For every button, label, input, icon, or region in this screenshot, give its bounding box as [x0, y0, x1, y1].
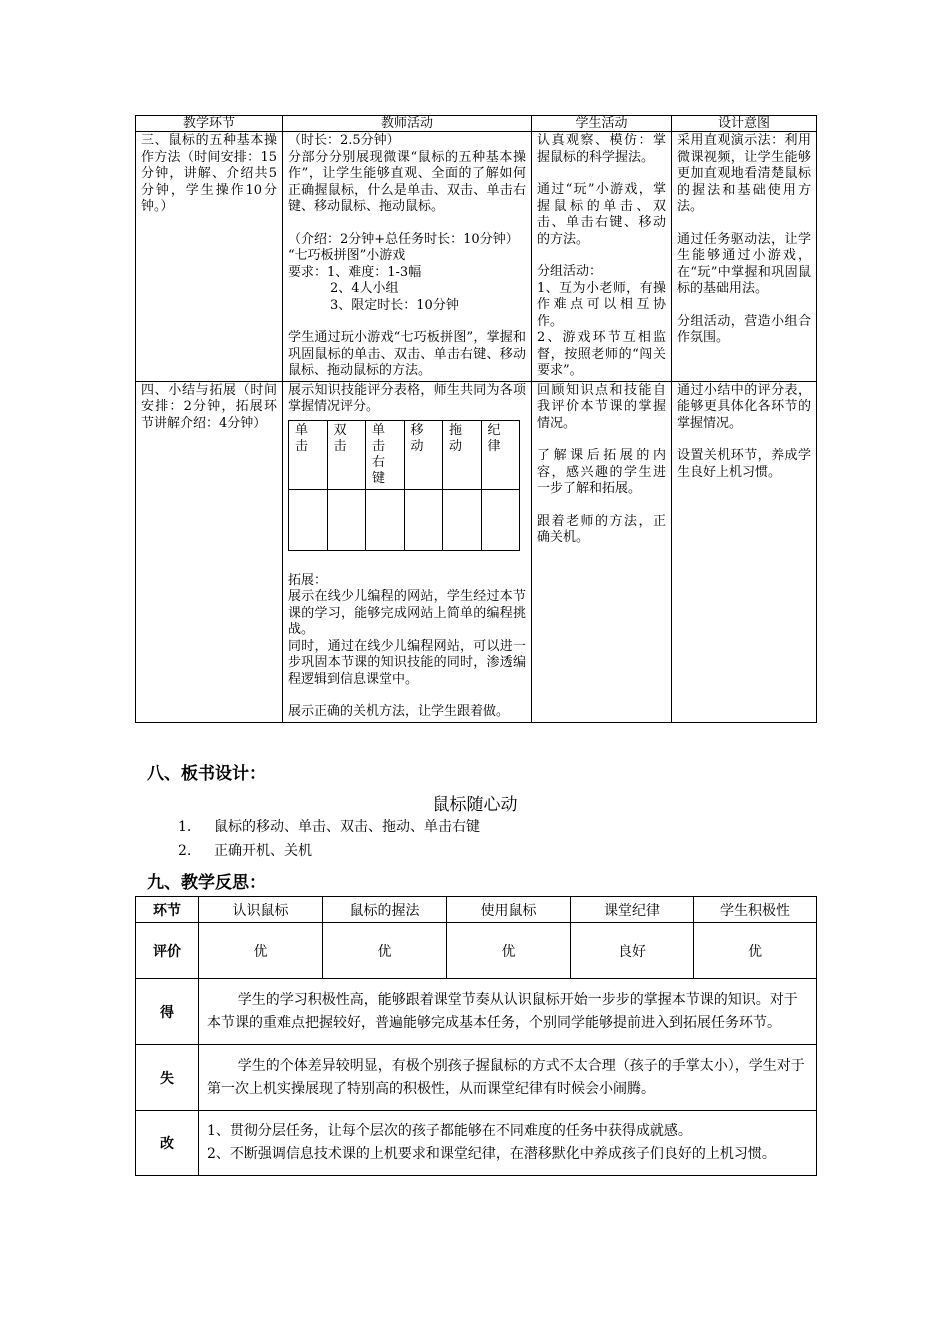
score-blank-cell: [327, 489, 366, 550]
text-line: 展示知识技能评分表格，师生共同为各项掌握情况评分。: [288, 382, 526, 414]
table-row: [136, 132, 817, 382]
column-header: 学生积极性: [694, 897, 817, 923]
column-header: 使用鼠标: [447, 897, 571, 923]
column-header: 鼠标的握法: [323, 897, 447, 923]
column-header: 认识鼠标: [199, 897, 323, 923]
text-line: 分组活动，营造小组合作氛围。: [677, 313, 811, 345]
text-line: 学生通过玩小游戏“七巧板拼图”，掌握和巩固鼠标的单击、双击、单击右键、移动鼠标、拖动鼠标的方法。: [288, 330, 526, 378]
text-line: 认真观察、模仿：掌握鼠标的科学握法。: [537, 133, 666, 165]
header-student: 学生活动: [532, 116, 672, 132]
text-line: 设置关机环节，养成学生良好上机习惯。: [677, 448, 811, 480]
row-label: 得: [136, 979, 199, 1045]
section-title-board-design: 八、板书设计：: [147, 764, 266, 784]
text-line: 通过“玩”小游戏，掌握鼠标的单击、双击、单击右键、移动的方法。: [537, 182, 666, 247]
loss-text: 学生的个体差异较明显，有极个别孩子握鼠标的方式不太合理（孩子的手掌太小），学生对于第一次上机实操展现了特别高的积极性，从而课堂纪律有时候会小闹腾。: [207, 1057, 805, 1097]
table-row: [136, 923, 817, 979]
eval-cell: 优: [199, 923, 323, 979]
header-stage: 教学环节: [136, 116, 283, 132]
header-teacher: 教师活动: [283, 116, 532, 132]
row-label: 评价: [136, 923, 199, 979]
column-header: 课堂纪律: [571, 897, 694, 923]
text-line: 通过小结中的评分表，能够更具体化各环节的掌握情况。: [677, 382, 811, 431]
text-line: 同时，通过在线少儿编程网站，可以进一步巩固本节课的知识技能的同时，渗透编程逻辑到信息课堂中。: [288, 638, 526, 687]
score-blank-cell: [404, 489, 443, 550]
text-line: （时长：2.5分钟）: [288, 133, 400, 148]
teacher-activity-cell: [283, 132, 532, 382]
list-item: 2、不断强调信息技术课的上机要求和课堂纪律，在潜移默化中养成孩子们良好的上机习惯。: [207, 1146, 776, 1162]
teacher-activity-cell: [283, 381, 532, 722]
score-header-row: [289, 420, 520, 489]
reflection-table: [135, 896, 817, 1176]
score-header: 双击: [333, 422, 347, 454]
list-number: 2.: [178, 843, 192, 859]
eval-cell: 优: [694, 923, 817, 979]
score-blank-cell: [289, 489, 328, 550]
eval-cell: 优: [323, 923, 447, 979]
eval-cell: 优: [447, 923, 571, 979]
stage-cell: 四、小结与拓展（时间安排：2分钟，拓展环节讲解介绍：4分钟）: [136, 381, 283, 722]
row-label: 改: [136, 1111, 199, 1176]
stage-cell: 三、鼠标的五种基本操作方法（时间安排：15分钟，讲解、介绍共5分钟，学生操作10分钟。）: [136, 132, 283, 382]
score-blank-cell: [481, 489, 520, 550]
text-line: 跟着老师的方法，正确关机。: [537, 513, 666, 545]
text-line: 采用直观演示法：利用微课视频，让学生能够更加直观地看清楚鼠标的握法和基础使用方法。: [677, 133, 811, 214]
text-line: 1、互为小老师，有操作难点可以相互协作。: [537, 280, 666, 329]
text-line: “七巧板拼图”小游戏: [288, 248, 406, 263]
teaching-process-table: [135, 115, 817, 723]
score-header: 拖动: [449, 422, 463, 454]
text-line: 要求：1、难度：1-3幅: [288, 264, 422, 280]
text-line: （介绍：2分钟+总任务时长：10分钟）: [288, 231, 519, 247]
board-title: 鼠标随心动: [432, 795, 518, 815]
list-item: [178, 816, 480, 836]
eval-cell: 良好: [571, 923, 694, 979]
text-line: 拓展：: [288, 572, 328, 588]
text-line: 了解课后拓展的内容，感兴趣的学生进一步了解和拓展。: [537, 448, 666, 496]
text-line: 展示正确的关机方法，让学生跟着做。: [288, 704, 510, 719]
score-header: 单击右键: [372, 422, 386, 486]
student-activity-cell: [532, 381, 672, 722]
design-intent-cell: [672, 381, 817, 722]
table-row: [136, 381, 817, 722]
table-row: [136, 1111, 817, 1176]
student-activity-cell: [532, 132, 672, 382]
text-line: 2、游戏环节互相监督，按照老师的“闯关要求”。: [537, 330, 666, 378]
score-header: 移动: [410, 422, 424, 454]
design-intent-cell: [672, 132, 817, 382]
text-line: 3、限定时长：10分钟: [330, 297, 459, 313]
header-intent: 设计意图: [672, 116, 817, 132]
table-header-row: [136, 116, 817, 132]
score-header: 纪律: [487, 422, 501, 454]
text-line: 分部分分别展现微课“鼠标的五种基本操作”，让学生能够直观、全面的了解如何正确握鼠标，什么是单击、双击、单击右键、移动鼠标、拖动鼠标。: [288, 149, 526, 214]
score-header: 单击: [295, 422, 309, 454]
list-item: [178, 840, 312, 860]
skill-score-table: [288, 420, 520, 551]
text-line: 2、4人小组: [330, 281, 399, 296]
list-number: 1.: [178, 819, 192, 835]
score-blank-cell: [366, 489, 405, 550]
text-line: 分组活动：: [537, 264, 603, 279]
list-text: 鼠标的移动、单击、双击、拖动、单击右键: [214, 819, 480, 835]
row-label: 失: [136, 1045, 199, 1111]
text-line: 通过任务驱动法，让学生能够通过小游戏，在“玩”中掌握和巩固鼠标的基础用法。: [677, 231, 811, 296]
score-blank-row: [289, 489, 520, 550]
table-row: [136, 979, 817, 1045]
text-line: 回顾知识点和技能自我评价本节课的掌握情况。: [537, 382, 666, 431]
list-item: 1、贯彻分层任务，让每个层次的孩子都能够在不同难度的任务中获得成就感。: [207, 1123, 692, 1139]
table-row: [136, 1045, 817, 1111]
text-line: 展示在线少儿编程的网站，学生经过本节课的学习，能够完成网站上简单的编程挑战。: [288, 589, 526, 637]
section-title-reflection: 九、教学反思：: [147, 873, 266, 893]
list-text: 正确开机、关机: [214, 843, 312, 859]
table-header-row: [136, 897, 817, 923]
gain-text: 学生的学习积极性高，能够跟着课堂节奏从认识鼠标开始一步步的掌握本节课的知识。对于本节课的重难点把握较好，普遍能够完成基本任务，个别同学能够提前进入到拓展任务环节。: [207, 991, 798, 1031]
score-blank-cell: [443, 489, 482, 550]
row-label: 环节: [136, 897, 199, 923]
